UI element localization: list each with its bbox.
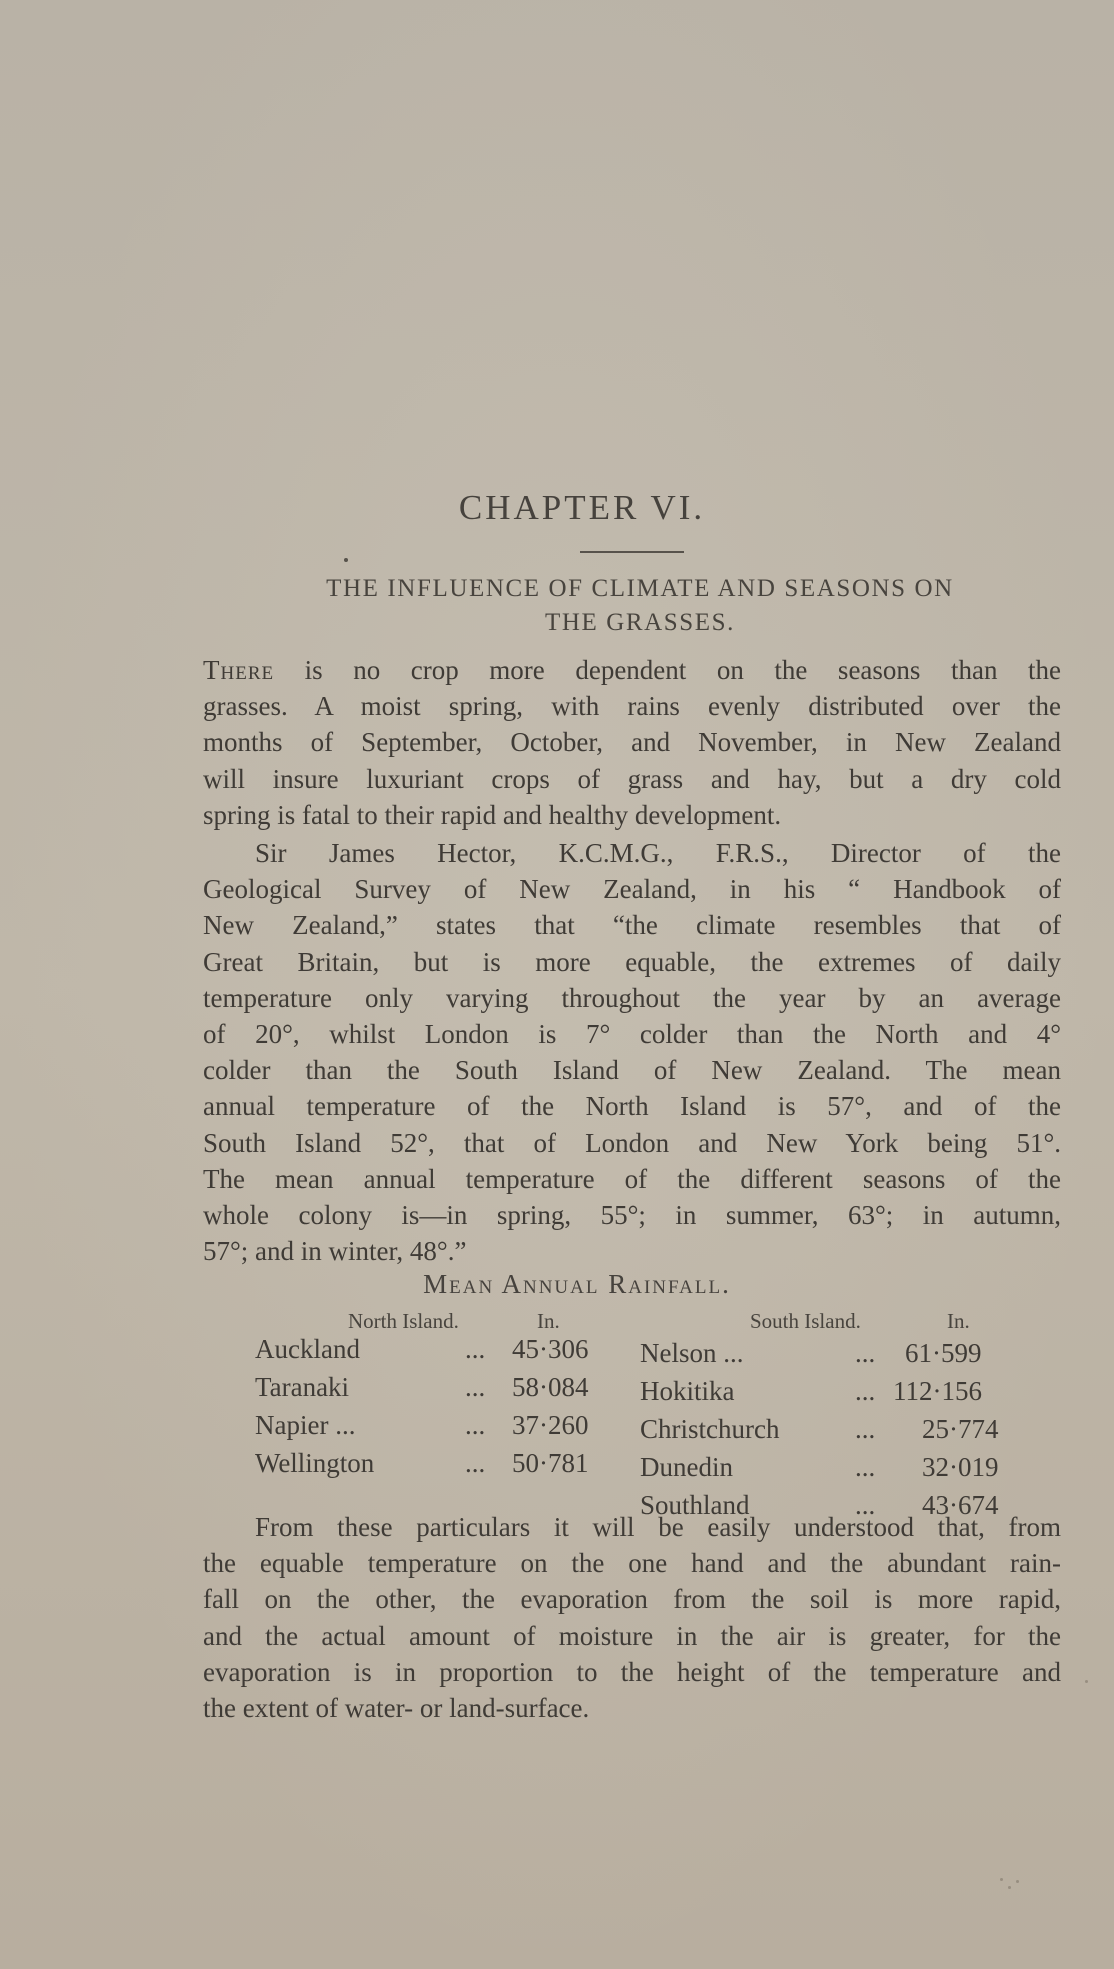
north-value: 45·306: [512, 1334, 589, 1364]
leader-dots: ...: [855, 1490, 876, 1520]
paragraph-line: temperature only varying throughout the year by an average: [203, 982, 1061, 1013]
paragraph-line: There is no crop more dependent on the seasons than the: [203, 655, 1061, 685]
paper-speck: [1016, 1880, 1019, 1883]
paragraph-line: From these particulars it will be easily understood that, from: [255, 1512, 1061, 1542]
paragraph-line: Sir James Hector, K.C.M.G., F.R.S., Director of the: [255, 838, 1061, 868]
paragraph-line: Great Britain, but is more equable, the extremes of daily: [203, 946, 1061, 977]
north-value: 58·084: [512, 1372, 589, 1402]
south-value: 25·774: [922, 1414, 999, 1444]
paragraph-line: and the actual amount of moisture in the air is greater, for the: [203, 1620, 1061, 1651]
leader-dots: ...: [855, 1414, 876, 1444]
subtitle-line-2: THE GRASSES.: [544, 609, 736, 636]
south-unit-header: In.: [947, 1309, 970, 1333]
north-unit-header: In.: [537, 1309, 560, 1333]
paragraph-line: will insure luxuriant crops of grass and hay, but a dry cold: [203, 763, 1061, 794]
paragraph-line: the extent of water- or land-surface.: [203, 1693, 590, 1724]
ink-dot: [344, 558, 348, 562]
chapter-subtitle: [205, 572, 1075, 640]
paper-speck: [1085, 1680, 1088, 1683]
north-value: 37·260: [512, 1410, 589, 1440]
paragraph-line: grasses. A moist spring, with rains evenly distributed over the: [203, 691, 1061, 722]
north-island-header: North Island.: [348, 1309, 459, 1333]
paragraph-line: spring is fatal to their rapid and healthy development.: [203, 799, 782, 830]
chapter-title: CHAPTER VI.: [458, 488, 706, 527]
paper-speck: [1008, 1886, 1011, 1889]
leader-dots: ...: [855, 1376, 876, 1406]
paragraph-line: of 20°, whilst London is 7° colder than the North and 4°: [203, 1019, 1061, 1050]
rainfall-table-title: Mean Annual Rainfall.: [423, 1269, 731, 1299]
paragraph-2: [203, 835, 1061, 1269]
paragraph-line: New Zealand,” states that “the climate resembles that of: [203, 910, 1061, 941]
leader-dots: ...: [465, 1372, 486, 1402]
title-rule: [580, 551, 684, 553]
leader-dots: ...: [465, 1334, 486, 1364]
paragraph-line: 57°; and in winter, 48°.”: [203, 1236, 467, 1267]
paragraph-line: The mean annual temperature of the different seasons of the: [203, 1163, 1061, 1194]
drop-word: There: [203, 655, 275, 685]
paragraph-line: months of September, October, and November, in New Zealand: [203, 727, 1061, 758]
north-place: Napier ...: [255, 1410, 356, 1440]
paragraph-line: South Island 52°, that of London and New York being 51°.: [203, 1127, 1061, 1158]
leader-dots: ...: [465, 1410, 486, 1440]
paper-speck: [1000, 1878, 1003, 1881]
south-value: 43·674: [922, 1490, 999, 1520]
paragraph-line: the equable temperature on the one hand and the abundant rain-: [203, 1548, 1061, 1579]
paragraph-3: [203, 1509, 1061, 1726]
paragraph-line: colder than the South Island of New Zealand. The mean: [203, 1055, 1061, 1086]
south-place: Dunedin: [640, 1452, 733, 1482]
leader-dots: ...: [855, 1452, 876, 1482]
paragraph-line: whole colony is—in spring, 55°; in summer, 63°; in autumn,: [203, 1200, 1061, 1231]
paragraph-line: Geological Survey of New Zealand, in his “ Handbook of: [203, 874, 1061, 905]
south-value: 61·599: [905, 1338, 982, 1368]
paragraph-line: fall on the other, the evaporation from the soil is more rapid,: [203, 1584, 1061, 1615]
leader-dots: ...: [465, 1448, 486, 1478]
subtitle-line-1: THE INFLUENCE OF CLIMATE AND SEASONS ON: [326, 575, 954, 602]
south-island-header: South Island.: [750, 1309, 861, 1333]
south-place: Christchurch: [640, 1414, 780, 1444]
north-place: Taranaki: [255, 1372, 350, 1402]
paragraph-line: evaporation is in proportion to the height of the temperature and: [203, 1656, 1061, 1687]
north-value: 50·781: [512, 1448, 589, 1478]
south-value: 32·019: [922, 1452, 999, 1482]
north-place: Wellington: [255, 1448, 375, 1478]
south-place: Southland: [640, 1490, 750, 1520]
south-value: 112·156: [893, 1376, 982, 1406]
south-place: Nelson ...: [640, 1338, 744, 1368]
south-place: Hokitika: [640, 1376, 735, 1406]
paragraph-line: annual temperature of the North Island is 57°, and of the: [203, 1091, 1061, 1122]
leader-dots: ...: [855, 1338, 876, 1368]
north-place: Auckland: [255, 1334, 360, 1364]
paragraph-1: [203, 652, 1061, 833]
